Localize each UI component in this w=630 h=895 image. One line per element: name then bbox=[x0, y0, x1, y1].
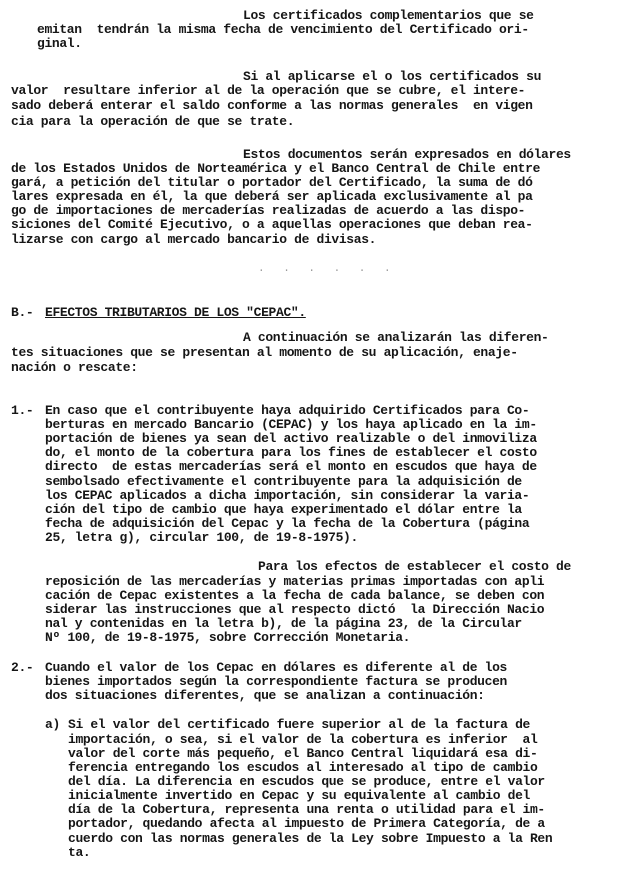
item-label: 2.- bbox=[11, 660, 34, 675]
text-line: día de la Cobertura, representa una renta o utilidad para el im- bbox=[68, 802, 545, 817]
text-line: gará, a petición del titular o portador del Certificado, la suma de dó bbox=[11, 175, 533, 190]
text-line: portador, quedando afecta al impuesto de Primera Categoría, de a bbox=[68, 816, 545, 831]
text-line: de los Estados Unidos de Norteamérica y el Banco Central de Chile entre bbox=[11, 161, 541, 176]
text-line: los CEPAC aplicados a dicha importación, sin considerar la varia- bbox=[45, 488, 530, 503]
text-line: 25, letra g), circular 100, de 19-8-1975). bbox=[45, 530, 358, 545]
text-line: siciones del Comité Ejecutivo, o a aquellas operaciones que deban rea- bbox=[11, 217, 533, 232]
text-line: Para los efectos de establecer el costo de bbox=[258, 559, 571, 574]
text-line: Si al aplicarse el o los certificados su bbox=[243, 69, 542, 84]
text-line: dos situaciones diferentes, que se analizan a continuación: bbox=[45, 688, 485, 703]
text-line: A continuación se analizarán las diferen- bbox=[243, 330, 549, 345]
text-line: emitan tendrán la misma fecha de vencimiento del Certificado ori- bbox=[37, 22, 529, 37]
text-line: nación o rescate: bbox=[11, 360, 138, 375]
dotted-separator: . . . . . . bbox=[258, 263, 397, 275]
text-line: do, el monto de la cobertura para los fines de establecer el costo bbox=[45, 445, 537, 460]
text-line: lares expresada en él, la que deberá ser aplicada exclusivamente al pa bbox=[11, 189, 533, 204]
text-line: del día. La diferencia en escudos que se produce, entre el valor bbox=[68, 774, 545, 789]
text-line: importación, o sea, si el valor de la cobertura es inferior al bbox=[68, 732, 538, 747]
subitem-label: a) bbox=[45, 717, 60, 732]
text-line: lizarse con cargo al mercado bancario de divisas. bbox=[11, 232, 377, 247]
text-line: valor del corte más pequeño, el Banco Central liquidará esa di- bbox=[68, 746, 538, 761]
text-line: sembolsado efectivamente el contribuyente para la adquisición de bbox=[45, 474, 522, 489]
text-line: nal y contenidas en la letra b), de la página 23, de la Circular bbox=[45, 616, 522, 631]
text-line: valor resultare inferior al de la operación que se cubre, el intere- bbox=[11, 83, 526, 98]
section-label: B.- bbox=[11, 305, 34, 320]
text-line: portación de bienes ya sean del activo realizable o del inmoviliza bbox=[45, 431, 537, 446]
text-line: berturas en mercado Bancario (CEPAC) y los haya aplicado en la im- bbox=[45, 417, 537, 432]
text-line: Los certificados complementarios que se bbox=[243, 8, 534, 23]
text-line: sado deberá enterar el saldo conforme a las normas generales en vigen bbox=[11, 98, 533, 113]
text-line: En caso que el contribuyente haya adquirido Certificados para Co- bbox=[45, 403, 530, 418]
text-line: directo de estas mercaderías será el monto en escudos que haya de bbox=[45, 459, 537, 474]
text-line: cuerdo con las normas generales de la Ley sobre Impuesto a la Ren bbox=[68, 831, 553, 846]
text-line: reposición de las mercaderías y materias primas importadas con apli bbox=[45, 574, 545, 589]
section-heading: EFECTOS TRIBUTARIOS DE LOS "CEPAC". bbox=[45, 305, 306, 320]
text-line: Si el valor del certificado fuere superior al de la factura de bbox=[68, 717, 530, 732]
text-line: inicialmente invertido en Cepac y su equivalente al cambio del bbox=[68, 788, 530, 803]
text-line: ta. bbox=[68, 845, 91, 860]
text-line: cia para la operación de que se trate. bbox=[11, 114, 295, 129]
text-line: bienes importados según la correspondiente factura se producen bbox=[45, 674, 507, 689]
text-line: fecha de adquisición del Cepac y la fecha de la Cobertura (página bbox=[45, 516, 530, 531]
text-line: ción del tipo de cambio que haya experimentado el dólar entre la bbox=[45, 502, 522, 517]
text-line: go de importaciones de mercaderías realizadas de acuerdo a las dispo- bbox=[11, 203, 526, 218]
text-line: Nº 100, de 19-8-1975, sobre Corrección Monetaria. bbox=[45, 630, 411, 645]
text-line: Estos documentos serán expresados en dólares bbox=[243, 147, 571, 162]
text-line: ginal. bbox=[37, 36, 82, 51]
text-line: tes situaciones que se presentan al momento de su aplicación, enaje- bbox=[11, 345, 518, 360]
item-label: 1.- bbox=[11, 403, 34, 418]
text-line: Cuando el valor de los Cepac en dólares es diferente al de los bbox=[45, 660, 507, 675]
text-line: cación de Cepac existentes a la fecha de cada balance, se deben con bbox=[45, 588, 545, 603]
text-line: ferencia entregando los escudos al interesado al tipo de cambio bbox=[68, 760, 538, 775]
text-line: siderar las instrucciones que al respecto dictó la Dirección Nacio bbox=[45, 602, 545, 617]
